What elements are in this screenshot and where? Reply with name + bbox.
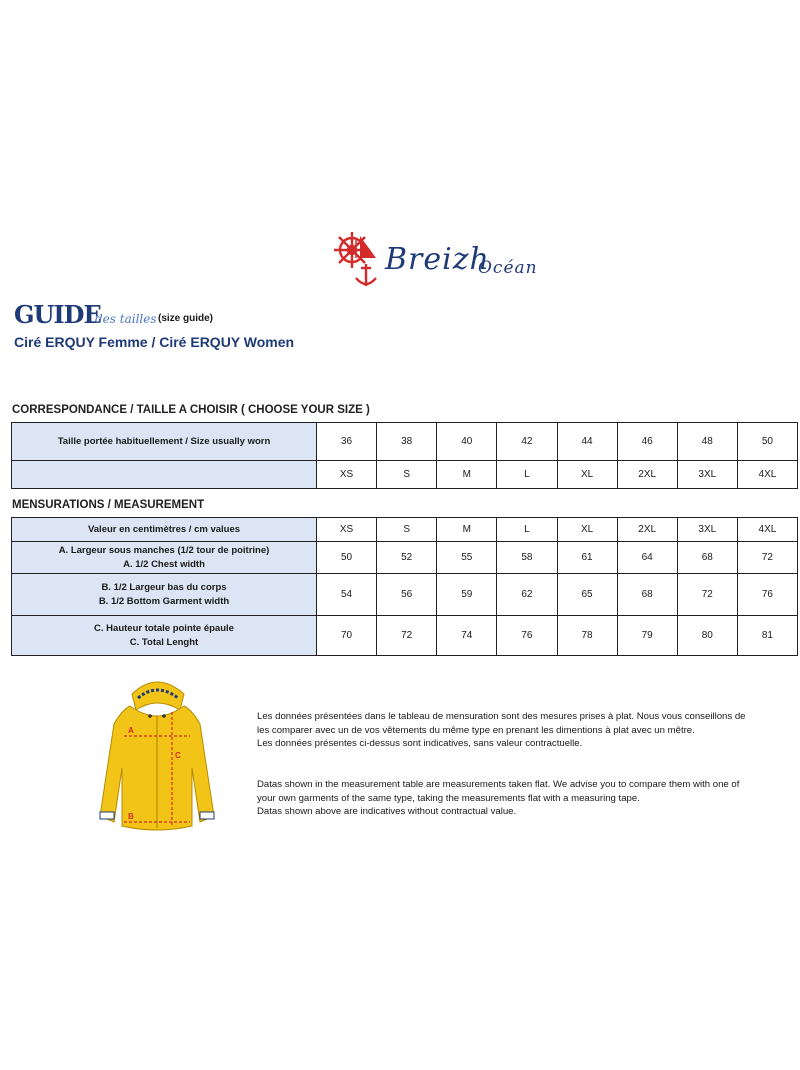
letter-size-cell: 2XL: [617, 461, 677, 489]
letter-size-cell: 4XL: [737, 461, 797, 489]
note-en-1: Datas shown in the measurement table are measurements taken flat. We advise you to compare them with one of your own garments of the same type, taking the measurements flat with a measuring tape.: [257, 779, 740, 804]
usual-size-cell: 50: [737, 423, 797, 461]
value-cell: 55: [437, 542, 497, 574]
table-row: [12, 518, 798, 542]
brand-name-1: Breizh: [385, 242, 490, 277]
label-fr: A. Largeur sous manches (1/2 tour de poitrine): [58, 544, 270, 556]
label-fr: C. Hauteur totale pointe épaule: [94, 622, 234, 634]
measurements-title: MENSURATIONS / MEASUREMENT: [12, 499, 205, 511]
notes-fr: [257, 710, 757, 751]
value-cell: 54: [317, 574, 377, 616]
ship-wheel-anchor-icon: [330, 228, 390, 294]
brand-name-2: Océan: [478, 258, 538, 278]
table-row: [12, 574, 798, 616]
guide-title: GUIDE: [14, 300, 101, 329]
label-fr: B. 1/2 Largeur bas du corps: [101, 581, 227, 593]
total-length-label: [12, 616, 317, 656]
product-title: Ciré ERQUY Femme / Ciré ERQUY Women: [14, 334, 295, 350]
letter-size-cell: XS: [317, 461, 377, 489]
usual-size-cell: 44: [557, 423, 617, 461]
usual-size-label: Taille portée habituellement / Size usually worn: [12, 423, 317, 461]
size-header-cell: 2XL: [617, 518, 677, 542]
notes-en: [257, 778, 757, 819]
value-cell: 78: [557, 616, 617, 656]
value-cell: 56: [377, 574, 437, 616]
value-cell: 52: [377, 542, 437, 574]
size-header-cell: XL: [557, 518, 617, 542]
guide-paren: (size guide): [158, 313, 214, 324]
value-cell: 74: [437, 616, 497, 656]
size-header-cell: M: [437, 518, 497, 542]
size-header-cell: S: [377, 518, 437, 542]
value-cell: 50: [317, 542, 377, 574]
usual-size-cell: 40: [437, 423, 497, 461]
empty-label-cell: [12, 461, 317, 489]
note-en-2: Datas shown above are indicatives without contractual value.: [257, 806, 517, 818]
letter-size-cell: M: [437, 461, 497, 489]
note-fr-1: Les données présentées dans le tableau de mensuration sont des mesures prises à plat. Nous vous conseillons de les comparer avec un de vos vêtements du même type en prenant les dimentions à plat avec un mêtre.: [257, 711, 746, 736]
usual-size-cell: 46: [617, 423, 677, 461]
value-cell: 59: [437, 574, 497, 616]
usual-size-cell: 38: [377, 423, 437, 461]
guide-subtitle: des tailles: [95, 312, 157, 326]
size-correspondance-table: [11, 422, 798, 489]
label-en: C. Total Lenght: [129, 636, 199, 648]
jacket-diagram: [92, 676, 222, 836]
value-cell: 76: [737, 574, 797, 616]
value-cell: 61: [557, 542, 617, 574]
usual-size-cell: 36: [317, 423, 377, 461]
value-cell: 68: [617, 574, 677, 616]
value-cell: 79: [617, 616, 677, 656]
chest-width-label: [12, 542, 317, 574]
raincoat-icon: [92, 676, 222, 836]
size-header-cell: XS: [317, 518, 377, 542]
usual-size-cell: 48: [677, 423, 737, 461]
value-cell: 65: [557, 574, 617, 616]
table-row: [12, 461, 798, 489]
value-cell: 72: [377, 616, 437, 656]
value-cell: 72: [677, 574, 737, 616]
value-cell: 81: [737, 616, 797, 656]
value-cell: 62: [497, 574, 557, 616]
size-header-cell: L: [497, 518, 557, 542]
table-row: [12, 616, 798, 656]
diagram-label-a: A: [128, 726, 134, 735]
letter-size-cell: S: [377, 461, 437, 489]
cm-values-label: Valeur en centimètres / cm values: [12, 518, 317, 542]
size-header-cell: 4XL: [737, 518, 797, 542]
diagram-label-c: C: [175, 751, 181, 760]
usual-size-cell: 42: [497, 423, 557, 461]
correspondance-title: CORRESPONDANCE / TAILLE A CHOISIR ( CHOOSE YOUR SIZE ): [12, 404, 370, 416]
value-cell: 58: [497, 542, 557, 574]
label-en: B. 1/2 Bottom Garment width: [98, 595, 230, 607]
letter-size-cell: L: [497, 461, 557, 489]
brand-logo: [330, 228, 570, 298]
note-fr-2: Les données présentes ci-dessus sont indicatives, sans valeur contractuelle.: [257, 738, 583, 750]
value-cell: 64: [617, 542, 677, 574]
diagram-label-b: B: [128, 812, 134, 821]
bottom-width-label: [12, 574, 317, 616]
letter-size-cell: 3XL: [677, 461, 737, 489]
table-row: [12, 542, 798, 574]
label-en: A. 1/2 Chest width: [123, 558, 205, 570]
value-cell: 70: [317, 616, 377, 656]
measurements-table: [11, 517, 798, 656]
value-cell: 68: [677, 542, 737, 574]
value-cell: 76: [497, 616, 557, 656]
value-cell: 72: [737, 542, 797, 574]
value-cell: 80: [677, 616, 737, 656]
letter-size-cell: XL: [557, 461, 617, 489]
size-header-cell: 3XL: [677, 518, 737, 542]
table-row: [12, 423, 798, 461]
